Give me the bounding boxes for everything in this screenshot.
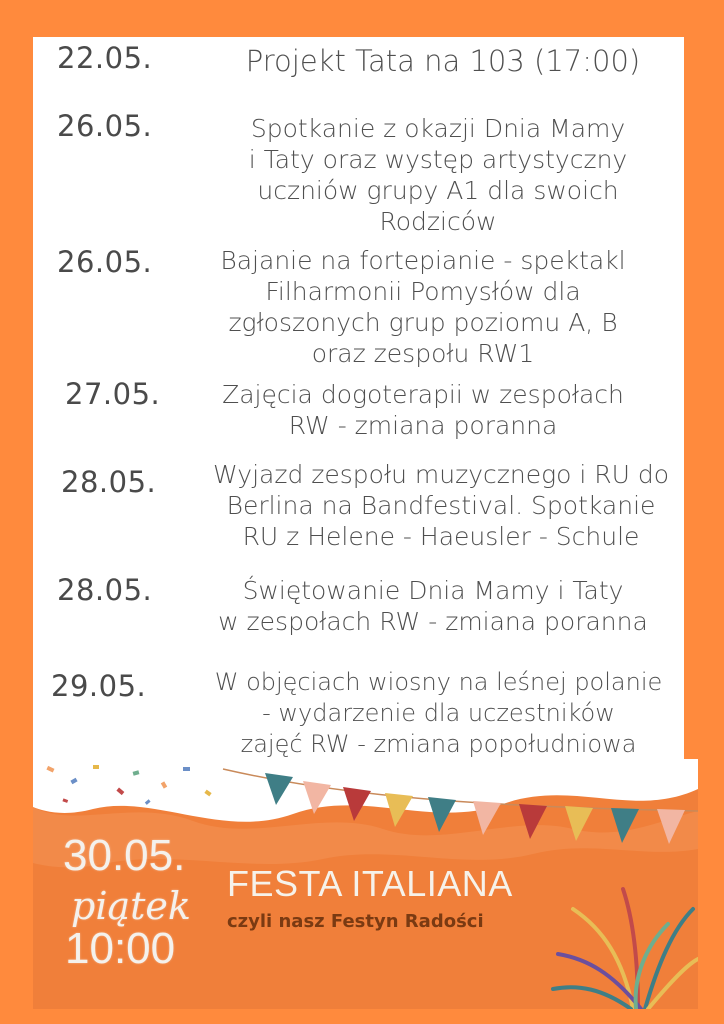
festa-banner xyxy=(33,759,698,1009)
festa-weekday: piątek xyxy=(71,884,191,928)
event-date: 27.05. xyxy=(65,377,161,411)
schedule-sheet xyxy=(33,37,684,759)
event-date: 22.05. xyxy=(57,41,153,75)
event-date: 29.05. xyxy=(51,669,147,703)
festa-subtitle: czyli nasz Festyn Radości xyxy=(227,911,484,932)
festa-date: 30.05. xyxy=(63,831,186,880)
event-description: Projekt Tata na 103 (17:00) xyxy=(245,44,641,78)
event-description: W objęciach wiosny na leśnej polanie - wydarzenie dla uczestników zajęć RW - zmiana popołudniowa xyxy=(214,668,663,758)
event-description: Wyjazd zespołu muzycznego i RU do Berlina na Bandfestival. Spotkanie RU z Helene - Haeusler - Schule xyxy=(213,460,669,551)
event-date: 28.05. xyxy=(57,573,153,607)
event-date: 28.05. xyxy=(61,465,157,499)
event-date: 26.05. xyxy=(57,109,153,143)
event-description: Zajęcia dogoterapii w zespołach RW - zmiana poranna xyxy=(222,380,624,440)
festa-time: 10:00 xyxy=(65,924,176,973)
event-date: 26.05. xyxy=(57,245,153,279)
event-description: Bajanie na fortepianie - spektakl Filharmonii Pomysłów dla zgłoszonych grup poziomu A, B oraz zespołu RW1 xyxy=(220,246,626,368)
event-description: Świętowanie Dnia Mamy i Taty w zespołach RW - zmiana poranna xyxy=(218,576,648,636)
firework-burst xyxy=(553,889,698,1009)
event-description: Spotkanie z okazji Dnia Mamy i Taty oraz występ artystyczny uczniów grupy A1 dla swoich Rodziców xyxy=(248,114,628,236)
festa-title: FESTA ITALIANA xyxy=(227,863,513,904)
